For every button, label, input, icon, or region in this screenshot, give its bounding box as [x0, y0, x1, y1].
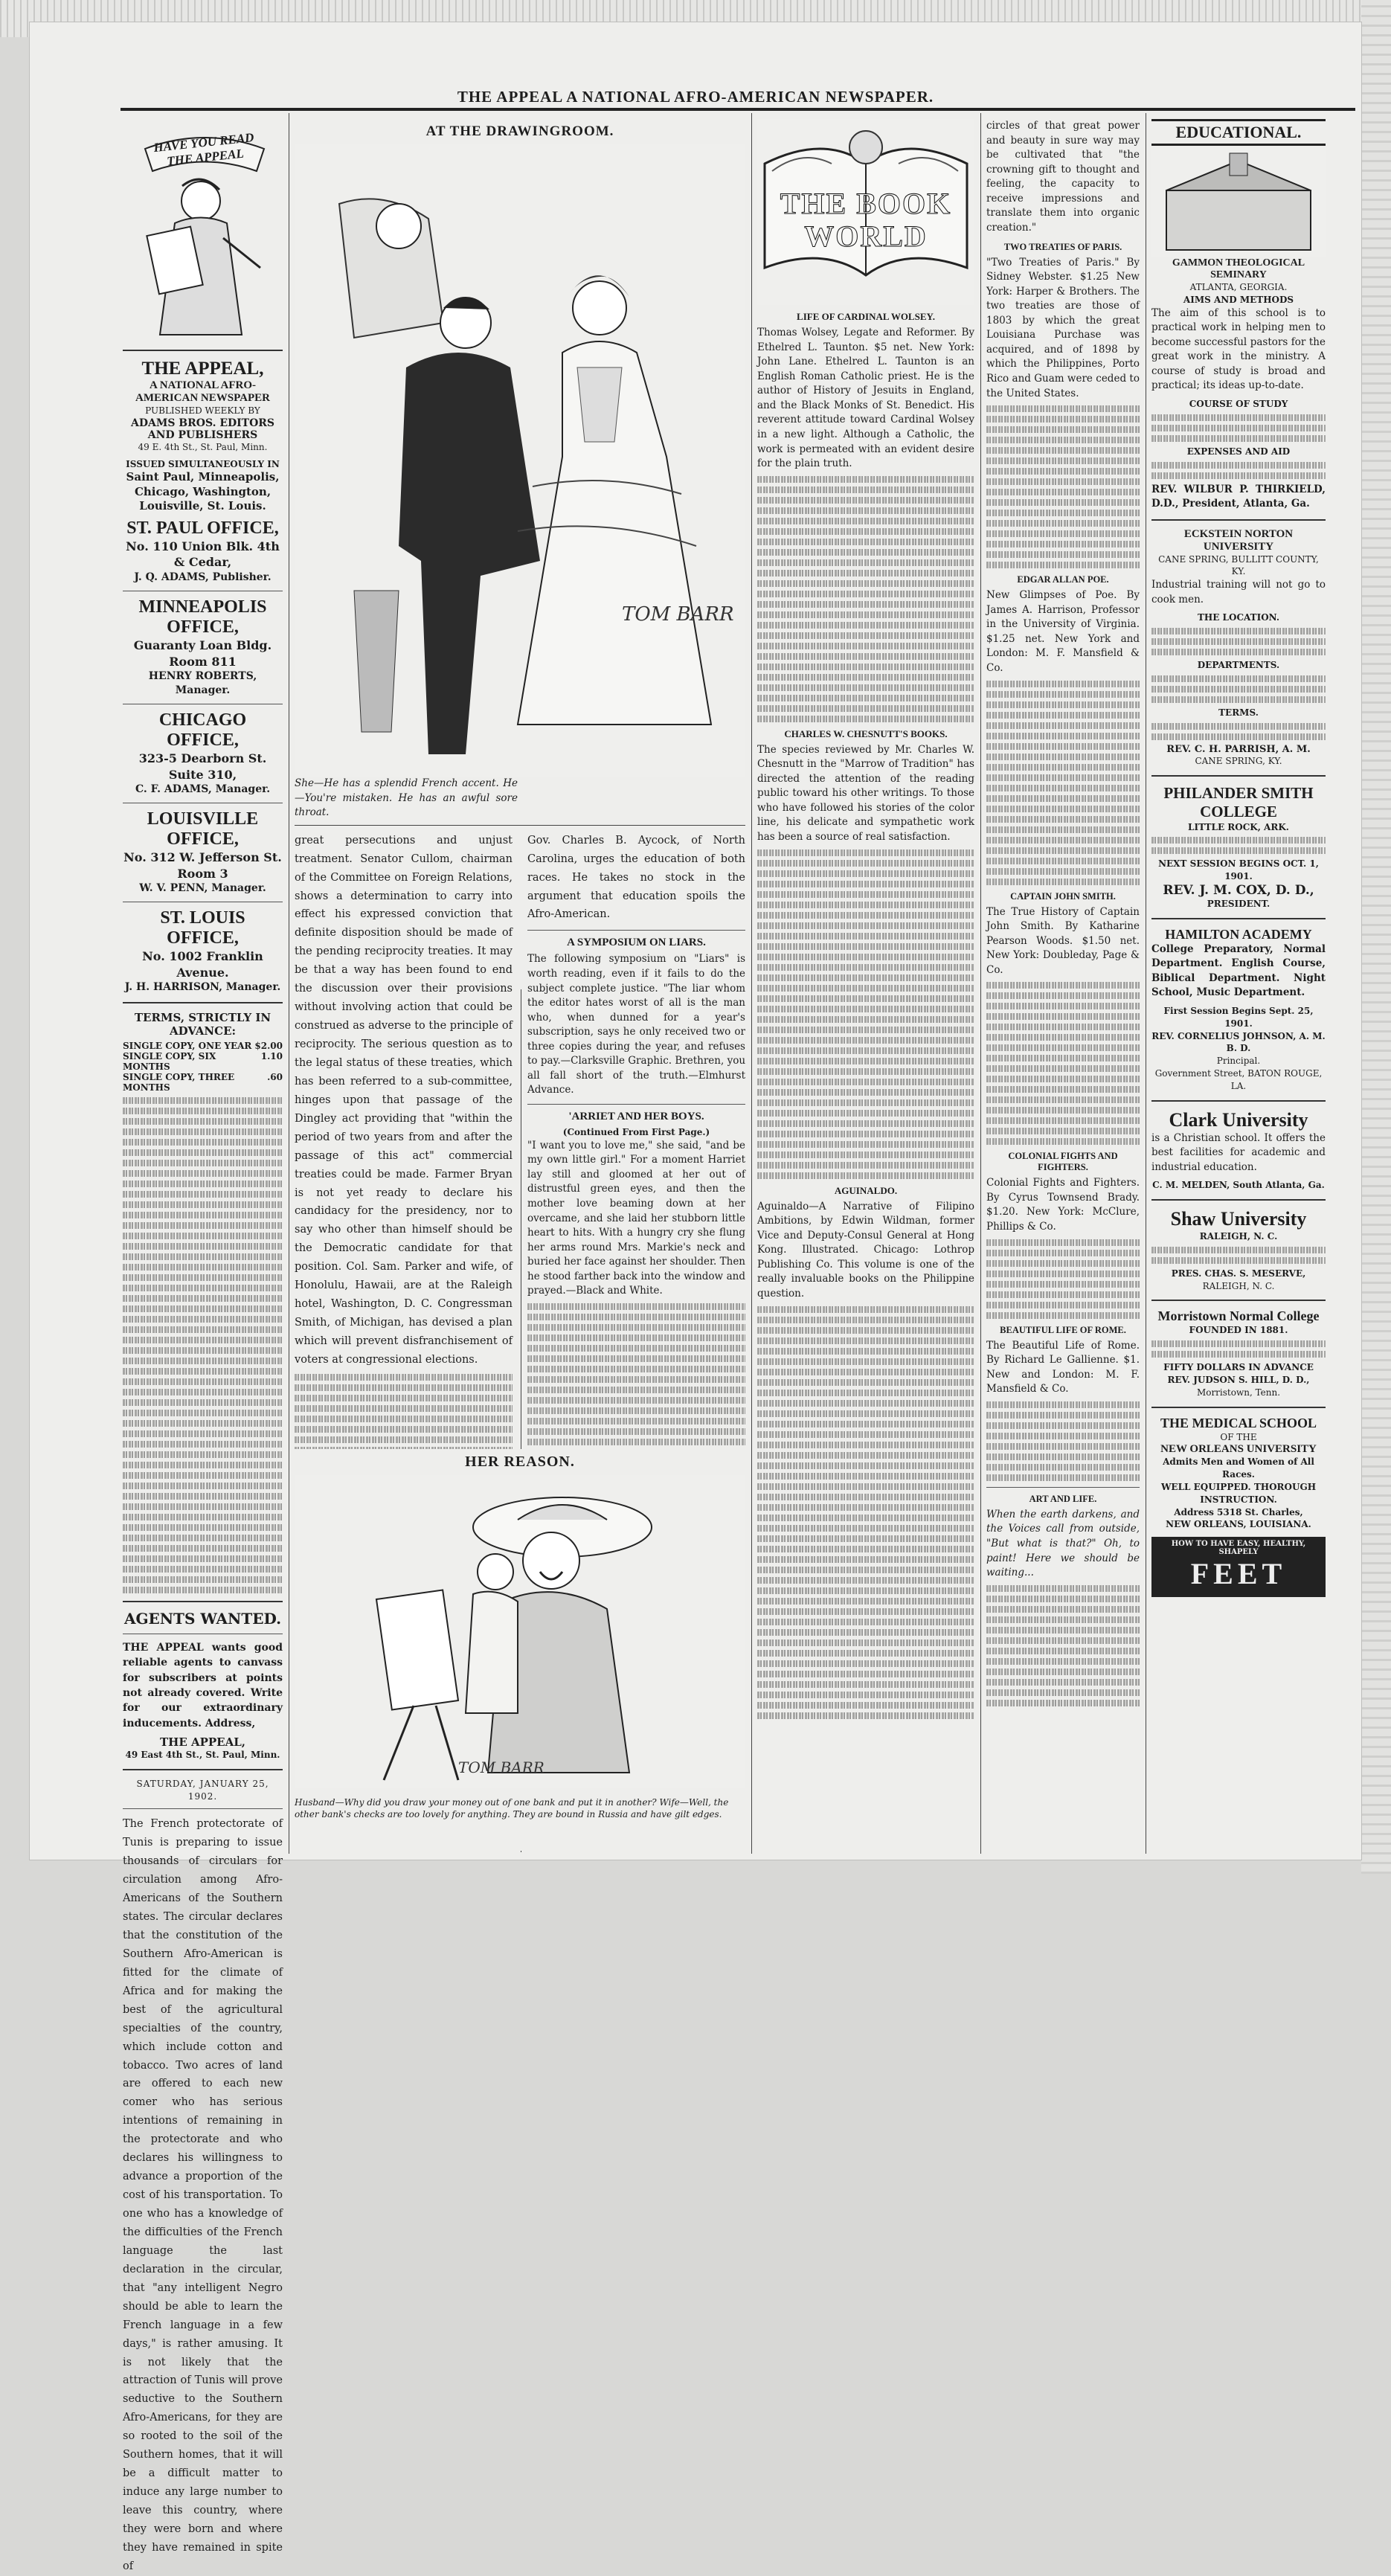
column-4 — [986, 119, 1140, 1852]
terms-label: SINGLE COPY, ONE YEAR — [123, 1041, 252, 1052]
hamilton-role: Principal. — [1216, 1056, 1261, 1067]
medical-equip: WELL EQUIPPED. THOROUGH INSTRUCTION. — [1160, 1482, 1317, 1505]
book-review-title: BEAUTIFUL LIFE OF ROME. — [1000, 1324, 1126, 1335]
gammon-city: ATLANTA, GEORGIA. — [1189, 282, 1288, 292]
gammon-aims: AIMS AND METHODS — [1183, 294, 1294, 305]
cartoon-her-reason-block — [295, 1449, 745, 1851]
medical-sub: Admits Men and Women of All Races. — [1163, 1456, 1314, 1480]
terms-label: SINGLE COPY, THREE MONTHS — [123, 1072, 235, 1093]
book-review-title: AGUINALDO. — [834, 1184, 898, 1196]
book-review — [986, 574, 1140, 884]
top-rule — [121, 108, 1355, 111]
office-line: No. 1002 Franklin Avenue. — [142, 949, 263, 980]
philander-city: LITTLE ROCK, ARK. — [1188, 821, 1289, 832]
publisher-address: 49 E. 4th St., St. Paul, Minn. — [138, 441, 268, 452]
departments-title: DEPARTMENTS. — [1197, 660, 1280, 671]
book-review-text: The species reviewed by Mr. Charles W. Chesnutt in the "Marrow of Tradition" has directed the attention of the reading public toward his other writings. To those who have followed his stories of the color line, his delicate and sympathetic work has been a source of real satisfaction. — [757, 743, 974, 843]
location-title: THE LOCATION. — [1197, 612, 1280, 623]
terms-row — [123, 1051, 283, 1072]
philander-session: NEXT SESSION BEGINS OCT. 1, 1901. — [1158, 858, 1319, 882]
office-manager: J. H. HARRISON, Manager. — [124, 981, 281, 994]
eckstein-terms: TERMS. — [1218, 707, 1259, 718]
office-line: No. 312 W. Jefferson St. Room 3 — [123, 850, 282, 881]
terms-price: .60 — [267, 1072, 283, 1083]
poem-text: When the earth darkens, and the Voices call from outside, "But what is that?" Oh, to paint! Here we should be waiting... — [986, 1508, 1140, 1579]
col2-left-subcolumn — [295, 832, 513, 1499]
clark-title: Clark University — [1169, 1108, 1308, 1131]
poem-art-and-life — [986, 1494, 1140, 1706]
column-3 — [757, 119, 974, 1852]
office-title: MINNEAPOLIS OFFICE, — [138, 597, 267, 637]
seminary-building-icon — [1151, 146, 1326, 257]
book-review — [757, 311, 974, 722]
terms-row — [123, 1041, 283, 1051]
office-entry — [123, 908, 283, 995]
logo-caption: HAVE YOU READ THE APPEAL — [152, 130, 255, 169]
logo-illustration — [123, 119, 283, 342]
morristown-sign: REV. JUDSON S. HILL, D. D., — [1167, 1375, 1310, 1386]
office-title: ST. PAUL OFFICE, — [126, 518, 279, 538]
book-review-text: "Two Treaties of Paris." By Sidney Webster. $1.25 New York: Harper & Brothers. The two treaties are those of 1803 by which the great Louisiana Purchase was acquired, and of 1898 by which the Philippines, Porto Rico and Guam were ceded to the United States. — [986, 256, 1140, 399]
eckstein-text: Industrial training will not go to cook men. — [1151, 579, 1326, 606]
cartoon-caption-drawingroom: She—He has a splendid French accent. He—You're mistaken. He has an awful sore throat. — [295, 777, 518, 819]
terms-fine-print — [123, 1097, 283, 1593]
publishers: ADAMS BROS. EDITORS AND PUBLISHERS — [130, 417, 275, 441]
philander-president: REV. J. M. COX, D. D., — [1163, 882, 1314, 898]
column-rule-3 — [980, 113, 981, 1854]
cartoon-caption-her-reason: Husband—Why did you draw your money out of one bank and put it in another? Wife—Well, the other bank's checks are too lovely for anything. They are bound in Russia and have gilt edges. — [295, 1797, 729, 1820]
expenses-title: EXPENSES AND AID — [1186, 446, 1291, 457]
office-manager: W. V. PENN, Manager. — [139, 882, 266, 895]
cartoon-drawingroom — [295, 144, 745, 777]
eckstein-sign-city: CANE SPRING, KY. — [1195, 755, 1282, 766]
office-entry — [123, 518, 283, 585]
office-line: No. 110 Union Blk. 4th & Cedar, — [126, 539, 280, 570]
running-head: THE APPEAL A NATIONAL AFRO-AMERICAN NEWSPAPER. — [457, 88, 934, 106]
published-by: PUBLISHED WEEKLY BY — [145, 405, 260, 416]
office-manager: C. F. ADAMS, Manager. — [135, 783, 271, 796]
offices-list — [123, 518, 283, 995]
cartoon-title-her-reason: HER REASON. — [465, 1454, 575, 1470]
gammon-title: GAMMON THEOLOGICAL SEMINARY — [1172, 257, 1305, 280]
book-review-text: The True History of Captain John Smith. By Katharine Pearson Woods. $1.50 net. New York: Doubleday, Page & Co. — [986, 905, 1140, 976]
book-review-title: COLONIAL FIGHTS AND FIGHTERS. — [1008, 1151, 1118, 1173]
book-review-title: EDGAR ALLAN POE. — [1017, 574, 1109, 585]
her-reason-illustration-icon — [295, 1475, 745, 1788]
morristown-title: Morristown Normal College — [1157, 1308, 1320, 1324]
artist-signature: TOM BARR — [622, 603, 734, 626]
shaw-title: Shaw University — [1170, 1208, 1307, 1230]
eckstein-sign: REV. C. H. PARRISH, A. M. — [1166, 743, 1311, 755]
issued-cities: Saint Paul, Minneapolis, Chicago, Washington, Louisville, St. Louis. — [126, 470, 280, 513]
morristown-fifty: FIFTY DOLLARS IN ADVANCE — [1163, 1362, 1314, 1373]
book-review — [986, 1325, 1140, 1481]
course-title: COURSE OF STUDY — [1189, 398, 1288, 409]
book-review — [986, 242, 1140, 569]
office-title: CHICAGO OFFICE, — [158, 710, 247, 750]
shaw-president-city: RALEIGH, N. C. — [1202, 1280, 1275, 1291]
symposium-title: A SYMPOSIUM ON LIARS. — [567, 937, 706, 949]
clark-text: is a Christian school. It offers the best facilities for academic and industrial education. — [1151, 1131, 1326, 1173]
book-world-title: THE BOOK WORLD — [780, 187, 952, 253]
office-line: Guaranty Loan Bldg. Room 811 — [133, 637, 272, 669]
book-review-text: Aguinaldo—A Narrative of Filipino Ambitions, by Edwin Wildman, former Vice and Deputy-Consul General at Hong Kong. Illustrated. Chicago: Lothrop Publishing Co. This volume is one of the really invaluable books on the Philippine question. — [757, 1200, 974, 1300]
book-review — [986, 891, 1140, 1146]
book-review-text: The Beautiful Life of Rome. By Richard Le Gallienne. $1. New and London: M. F. Mansfield & Co. — [986, 1339, 1140, 1395]
masthead-title: THE APPEAL, — [141, 359, 264, 379]
hamilton-address: Government Street, BATON ROUGE, LA. — [1154, 1068, 1323, 1091]
book-review — [757, 1185, 974, 1719]
morristown-city: Morristown, Tenn. — [1196, 1387, 1281, 1398]
harriet-title: 'ARRIET AND HER BOYS. — [568, 1111, 704, 1122]
hamilton-title: HAMILTON ACADEMY — [1165, 926, 1312, 942]
office-manager: HENRY ROBERTS, Manager. — [148, 670, 257, 697]
col2-left-text: great persecutions and unjust treatment. Senator Cullom, chairman of the Committee on Foreign Relations, shows a determination to carry into effect his expressed conviction that definite disposition should be made of the pending reciprocity treaties. It may be that a way has been found to end the discussion over their provisions without involving action that could be construed as adverse to the principle of reciprocity. The serious question as to the legal status of these treaties, which has been referred to a sub-committee, hinges upon that passage of the Dingley act providing that "within the period of two years from and after the passage of this act" commercial treaties could be made. Farmer Bryan is not yet ready to declare his candidacy for the presidency, nor to say who other than himself should be the Democratic candidate for that position. Col. Sam. Parker and wife, of Honolulu, Hawaii, are at the Raleigh hotel, Washington, D. C. Congressman Smith, of Michigan, has devised a plan which will prevent disfranchisement of voters at congressional elections. — [295, 834, 513, 1366]
terms-title: TERMS, STRICTLY IN ADVANCE: — [134, 1011, 272, 1038]
column-5-educational — [1151, 119, 1326, 1852]
col2-right-text: Gov. Charles B. Aycock, of North Carolina, urges the education of both races. He takes no stock in the argument that education spoils the Afro-American. — [527, 834, 745, 921]
office-entry — [123, 710, 283, 797]
eckstein-title: ECKSTEIN NORTON UNIVERSITY — [1183, 527, 1294, 553]
medical-title: THE MEDICAL SCHOOL — [1160, 1415, 1317, 1430]
masthead-sub: A NATIONAL AFRO-AMERICAN NEWSPAPER — [135, 379, 270, 404]
book-review-text: Thomas Wolsey, Legate and Reformer. By Ethelred L. Taunton. $5 net. New York: John Lane. Ethelred L. Taunton is an English Roman Catholic priest. He is the author of History of Jesuits in England, and the Black Monks of St. Benedict. His reverent attitude toward Cardinal Wolsey in a new light. Although a Catholic, the work is permeated with an evident desire for the plain truth. — [757, 327, 974, 470]
feet-ad-top: HOW TO HAVE EASY, HEALTHY, SHAPELY — [1171, 1540, 1306, 1557]
philander-title: PHILANDER SMITH COLLEGE — [1163, 783, 1314, 820]
terms-label: SINGLE COPY, SIX MONTHS — [123, 1051, 216, 1073]
agents-sign: THE APPEAL, — [159, 1735, 246, 1749]
hamilton-session: First Session Begins Sept. 25, 1901. — [1163, 1006, 1314, 1029]
terms-row — [123, 1072, 283, 1093]
shaw-president: PRES. CHAS. S. MESERVE, — [1171, 1268, 1306, 1279]
col2-right-subcolumn — [527, 832, 745, 1499]
morristown-founded: FOUNDED IN 1881. — [1189, 1325, 1288, 1336]
harriet-sub: (Continued From First Page.) — [562, 1127, 710, 1137]
educational-banner: EDUCATIONAL. — [1151, 119, 1326, 146]
agents-address: 49 East 4th St., St. Paul, Minn. — [125, 1749, 280, 1760]
drawingroom-illustration-icon — [295, 144, 745, 777]
book-review — [986, 1151, 1140, 1318]
gammon-text: The aim of this school is to practical work in helping men to become successful pastors for the great work in the ministry. A course of study is broad and practical; its ideas up-to-date. — [1151, 306, 1326, 392]
col4-intro-text: circles of that great power and beauty in sure way may be cultivated that "the crowning gift to thought and feeling, the capacity to receive impressions and translate them into organic creation." — [986, 120, 1140, 234]
book-review — [757, 728, 974, 1179]
symposium-text: The following symposium on "Liars" is worth reading, even if it fails to do the subject complete justice. "The liar whom the editor hates worst of all is the man who, when dunned for a year's subscription, says he only received two or three copies during the year, and refuses to pay.—Clarksville Graphic. Brethren, you all fall short of the truth.—Elmhurst Advance. — [527, 953, 746, 1096]
gammon-contact: REV. WILBUR P. THIRKIELD, D.D., President, Atlanta, Ga. — [1151, 483, 1326, 510]
artist-signature-2: TOM BARR — [458, 1758, 544, 1776]
philander-president-role: PRESIDENT. — [1207, 898, 1270, 909]
cartoon-title-drawingroom: AT THE DRAWINGROOM. — [425, 123, 614, 139]
harriet-text: "I want you to love me," she said, "and be my own little girl." For a moment Harriet lay still and gloomed at her out of distrustful green eyes, and then the mother love beaming down at her overcame, and she laid her stubborn little heart to hits. With a hungry cry she flung her arms round Mrs. Markie's neck and buried her face against her shoulder. Then he stood farther back into the window and prayed.—Black and White. — [527, 1139, 745, 1297]
medical-city: NEW ORLEANS, LOUISIANA. — [1166, 1519, 1311, 1530]
office-line: 323-5 Dearborn St. Suite 310, — [138, 751, 267, 782]
feet-ad-word: FEET — [1190, 1557, 1287, 1591]
book-review-text: Colonial Fights and Fighters. By Cyrus Townsend Brady. $1.20. New York: McClure, Phillips & Co. — [986, 1177, 1140, 1233]
book-review-title: CAPTAIN JOHN SMITH. — [1010, 890, 1116, 902]
column-rule-2 — [751, 113, 752, 1854]
office-entry — [123, 809, 283, 896]
book-world-banner — [757, 119, 974, 305]
office-title: ST. LOUIS OFFICE, — [160, 908, 245, 948]
eckstein-city: CANE SPRING, BULLITT COUNTY, KY. — [1158, 553, 1319, 577]
book-review-title: TWO TREATIES OF PARIS. — [1003, 241, 1122, 252]
agents-text: THE APPEAL wants good reliable agents to canvass for subscribers at points not already covered. Write for our extraordinary inducements. Address, — [123, 1642, 283, 1729]
office-title: LOUISVILLE OFFICE, — [147, 809, 259, 849]
issued-label: ISSUED SIMULTANEOUSLY IN — [126, 458, 280, 469]
clark-sign: C. M. MELDEN, South Atlanta, Ga. — [1152, 1180, 1325, 1191]
book-review-text: New Glimpses of Poe. By James A. Harrison, Professor in the University of Virginia. $1.25 net. New York and London: M. F. Mansfield & Co. — [986, 589, 1140, 674]
book-review-title: CHARLES W. CHESNUTT'S BOOKS. — [784, 727, 948, 739]
book-review-title: LIFE OF CARDINAL WOLSEY. — [797, 311, 935, 322]
terms-price: 1.10 — [260, 1051, 283, 1062]
terms-price: $2.00 — [254, 1041, 283, 1052]
dateline: SATURDAY, JANUARY 25, 1902. — [136, 1778, 269, 1802]
column-1 — [123, 119, 283, 2572]
editorial-tunis: The French protectorate of Tunis is preparing to issue thousands of circulars for circulation among Afro-Americans of the Southern states. The circular declares that the constitution of the Southern Afro-American is fitted for the climate of Africa and for making the best of the agricultural specialties of the country, which include cotton and tobacco. Two acres of land are offered to each new comer who has serious intentions of remaining in the protectorate and who declares his willingness to advance a proportion of the cost of his transportation. To one who has a knowledge of the difficulties of the French language the last declaration in the circular, that "any intelligent Negro should be able to learn the French language in a few days," is rather amusing. It is not likely that the attraction of Tunis will prove seductive to the Southern Afro-Americans, for they are so rooted to the soil of the Southern homes, that it will be a difficult matter to induce any large number to leave this country, where they were born and where they have remained in spite of — [123, 1818, 283, 2572]
hamilton-departments: College Preparatory, Normal Department. English Course, Biblical Department. Night School, Music Department. — [1151, 942, 1326, 999]
medical-of: OF THE — [1220, 1431, 1257, 1442]
hamilton-principal: REV. CORNELIUS JOHNSON, A. M. B. D. — [1151, 1030, 1326, 1054]
office-manager: J. Q. ADAMS, Publisher. — [134, 571, 272, 584]
medical-address: Address 5318 St. Charles, — [1174, 1506, 1303, 1517]
shaw-city: RALEIGH, N. C. — [1199, 1231, 1278, 1242]
agents-title: AGENTS WANTED. — [123, 1610, 282, 1628]
medical-university: NEW ORLEANS UNIVERSITY — [1160, 1443, 1317, 1456]
scan-artifact-right — [1361, 0, 1391, 1874]
poem-title: ART AND LIFE. — [1029, 1493, 1097, 1504]
feet-ad — [1151, 1537, 1326, 1597]
office-entry — [123, 597, 283, 698]
terms-table — [123, 1041, 283, 1093]
